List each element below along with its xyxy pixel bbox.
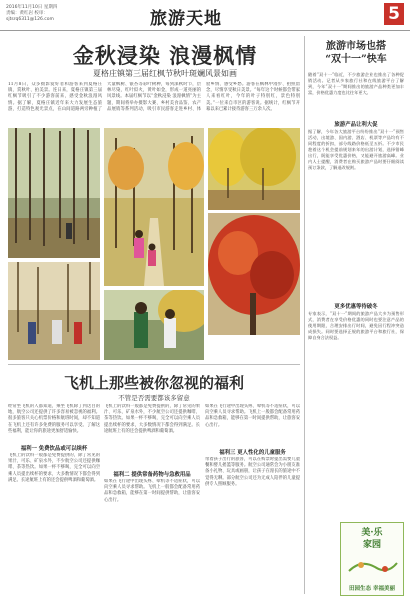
header-editor: 责编：黄红岩 校审： [6,11,48,16]
main-article-title: 金秋浸染 浪漫枫情 [72,43,258,68]
header-meta [6,5,57,23]
main-article-body: 11月8日，众多摄影爱好者和游客来到夏格庄镇，赏秋叶、拍美景。连日来，夏格庄镇第三届红枫节吸引了不少游客前来，感受金秋浪漫风情。据了解，夏格庄镇近年来大力发展生态旅游，打造特色观光景点，在山间道路两旁种植了大量枫树、银杏等彩叶树种，每到深秋时节，层林尽染，红叶似火，黄叶如金，形成一道亮丽的风景线。本届红枫节以“金秋浸染 浪漫枫情”为主题，期间将举办摄影大赛、乡村美食品鉴、农产品展销等系列活动，吸引市民游客走进乡村、体验乡情、感受乡愁。游客在枫林中漫步、拍照留念，尽情享受秋日美景。“每年这个时候都会带家人来看红叶，今年的叶子特别红，景色特别美。”一位来自市区的游客说。据统计，红枫节开幕以来已累计接待游客三万余人次。 [8,82,300,112]
benefit1-body: 飞机上的饮料一般都是免费提供的，除了常见的果汁、可乐、矿泉水外，不少航空公司还提供咖啡、茶等热饮。如果一杯不够喝，完全可以向空乘人员提出续杯的要求，大多数情况下都会得到满足。长途航班上有的还会提供啤酒和葡萄酒。 [8,453,100,483]
benefit2-heading: 福利二 提供常备药物与急救用品 [113,472,191,478]
promo-box [340,522,404,596]
right-heading-1: 旅游产品让利大促 [334,122,378,128]
yellow-trees-photo [208,128,300,210]
red-maple-photo [208,213,300,335]
column-divider [304,36,305,594]
second-article-intro: 经常坐飞机的人都知道，乘坐飞机除了到达目的地，航空公司还提供了许多容易被忽视的福利。很多旅客只关心机票价格和航班时间，却不知道在飞机上还有许多免费的服务可以享受。了解这些福利，能让你的旅途更加舒适愉快。 [8,404,100,434]
benefit3-body: 带着孩子出行的旅客，可以在购票时提出需要儿童餐和婴儿摇篮等服务。航空公司通常会为小朋友准备小礼物、玩具或画册，让孩子在漫长的旅途中不觉得无聊。部分航空公司还为无成人陪伴的儿童提供专人照顾服务。 [205,457,300,487]
benefit1-heading: 福利一 免费饮品或可以续杯 [20,446,88,452]
section-divider [8,364,300,365]
section-title: 旅游天地 [150,9,222,29]
forest-photo [8,128,100,258]
page-number: 5 [384,3,404,25]
second-article-title: 飞机上那些被你忽视的福利 [63,374,244,392]
benefit2-continued: 如果在飞行途中出现头疼、晕机等不适症状，可以向空乘人员寻求帮助。飞机上一般都会配备常用药品和急救箱，能够在第一时间提供帮助，让旅客安心出行。 [205,404,300,428]
right-body-2: 专家表示，“双十一”期间的旅游产品大多为预售形式，消费者在享受价格优惠的同时也要注意产品的使用期限，合理安排出行时间，避免因行程冲突造成损失。同时要选择正规的旅游平台和旅行社，保障自身合法权益。 [308,311,404,340]
second-article-subtitle: 不管是否需要都该多留意 [118,394,190,402]
right-title-line2: “双十一”快车 [325,54,387,65]
right-article-intro: 随着“双十一”临近，不少旅游企业也推出了各种促销活动。记者从多家旅行社和在线旅游平台了解到，今年“双十一”期间推出的旅游产品种类更加丰富，价格优惠力度也比往年更大。 [308,72,404,95]
visitors-trees-photo [8,262,100,360]
page-header [0,0,410,31]
benefit-extra-body: 飞机上的饮料一般都是免费提供的，除了常见的果汁、可乐、矿泉水外，不少航空公司还提供咖啡、茶等热饮。如果一杯不够喝，完全可以向空乘人员提出续杯的要求，大多数情况下都会得到满足。长途航班上有的还会提供啤酒和葡萄酒。 [104,404,200,434]
benefit2-body: 如果在飞行途中出现头疼、晕机等不适症状，可以向空乘人员寻求帮助。飞机上一般都会配备常用药品和急救箱，能够在第一时间提供帮助，让旅客安心出行。 [104,479,200,503]
promo-line1: 美·乐 [361,528,383,538]
right-article-title [308,40,404,66]
right-title-line1: 旅游市场也搭 [326,41,386,52]
promo-text [345,527,399,551]
promo-line2: 家园 [362,540,381,550]
header-date: 2016年11月10日 星期四 [6,5,58,10]
autumn-path-photo [104,128,204,286]
main-article-subtitle: 夏格庄镇第三届红枫节秋叶斑斓风景如画 [93,69,237,78]
header-email: sjtsrq6311@126.com [6,17,54,22]
right-body-1: 据了解，今年各大旅游平台纷纷推出“双十一”预售活动，出境游、国内游、酒店、机票等产品均有不同程度的折扣，部分线路价格低至五折。不少市民趁着这个机会提前规划来年的出游计划，选择错峰出行，既能享受优惠价格，又能避开旅游高峰。业内人士提醒，消费者在购买旅游产品时要仔细阅读预订条款，了解退改规则。 [308,129,404,170]
promo-footer: 田园生态 幸福美丽 [349,586,395,592]
leaf-decoration-icon [341,557,403,577]
benefit3-heading: 福利三 更人性化的儿童服务 [219,450,286,456]
right-heading-2: 更多优惠等待破冬 [334,304,378,310]
photographer-photo [104,290,204,360]
